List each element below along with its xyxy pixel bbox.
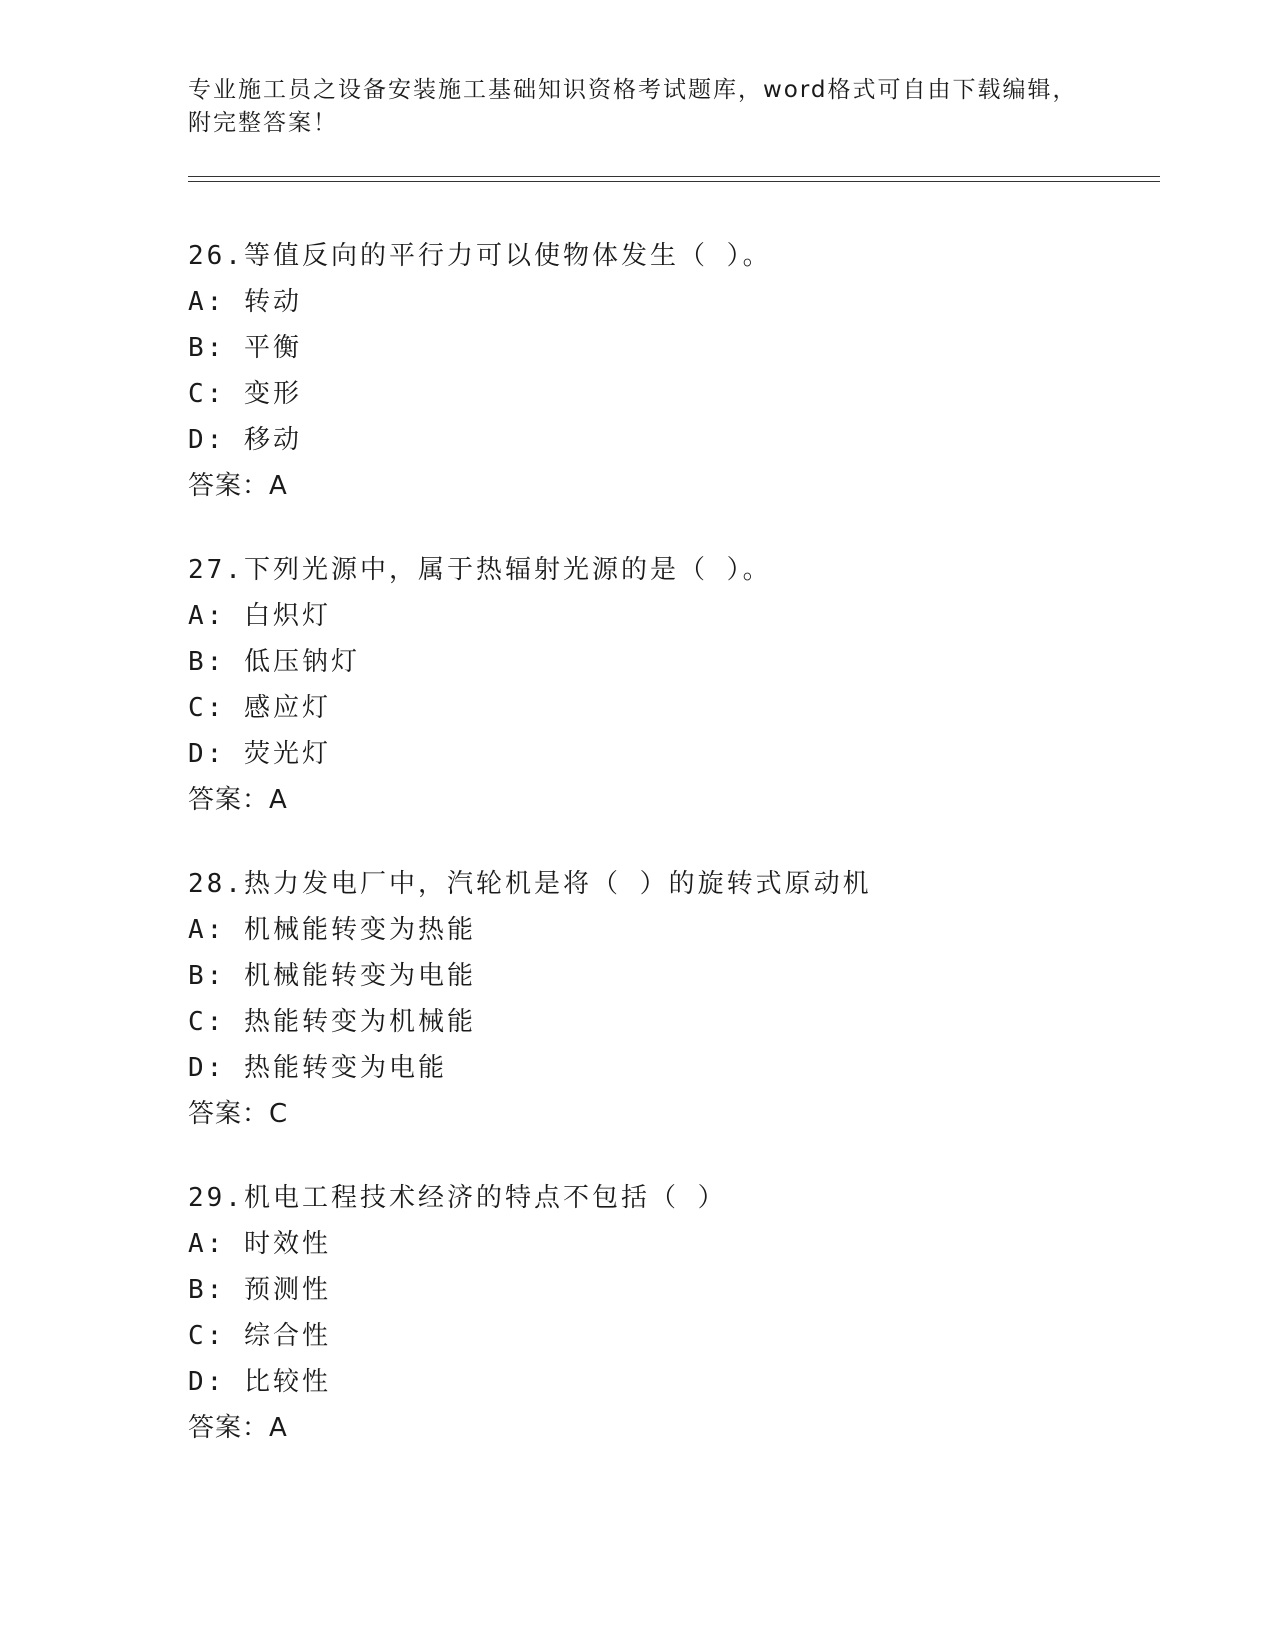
question-stem: 26.等值反向的平行力可以使物体发生（ ）。 bbox=[188, 241, 772, 271]
option-c: C: 综合性 bbox=[188, 1321, 331, 1351]
question-28 bbox=[188, 861, 1148, 1137]
question-29 bbox=[188, 1175, 1148, 1451]
question-list bbox=[188, 233, 1148, 1489]
option-c: C: 感应灯 bbox=[188, 693, 331, 723]
option-c: C: 变形 bbox=[188, 379, 302, 409]
header-title-line-1: 专业施工员之设备安装施工基础知识资格考试题库，word格式可自由下载编辑， bbox=[188, 77, 1078, 103]
option-a: A: 机械能转变为热能 bbox=[188, 915, 476, 945]
option-a: A: 白炽灯 bbox=[188, 601, 331, 631]
question-stem: 27.下列光源中，属于热辐射光源的是（ ）。 bbox=[188, 555, 772, 585]
answer-line: 答案：C bbox=[188, 1099, 289, 1129]
option-c: C: 热能转变为机械能 bbox=[188, 1007, 476, 1037]
question-27 bbox=[188, 547, 1148, 823]
document-header bbox=[188, 74, 1078, 140]
header-title-line-2: 附完整答案！ bbox=[188, 110, 338, 136]
header-divider-bottom bbox=[188, 181, 1160, 182]
answer-line: 答案：A bbox=[188, 785, 288, 815]
option-d: D: 比较性 bbox=[188, 1367, 331, 1397]
option-d: D: 移动 bbox=[188, 425, 302, 455]
question-26 bbox=[188, 233, 1148, 509]
option-a: A: 转动 bbox=[188, 287, 302, 317]
header-divider-top bbox=[188, 176, 1160, 177]
option-b: B: 低压钠灯 bbox=[188, 647, 360, 677]
answer-line: 答案：A bbox=[188, 1413, 288, 1443]
option-d: D: 热能转变为电能 bbox=[188, 1053, 447, 1083]
option-d: D: 荧光灯 bbox=[188, 739, 331, 769]
option-b: B: 预测性 bbox=[188, 1275, 331, 1305]
option-a: A: 时效性 bbox=[188, 1229, 331, 1259]
question-stem: 28.热力发电厂中，汽轮机是将（ ）的旋转式原动机 bbox=[188, 869, 872, 899]
answer-line: 答案：A bbox=[188, 471, 288, 501]
question-stem: 29.机电工程技术经济的特点不包括（ ） bbox=[188, 1183, 727, 1213]
option-b: B: 平衡 bbox=[188, 333, 302, 363]
option-b: B: 机械能转变为电能 bbox=[188, 961, 476, 991]
